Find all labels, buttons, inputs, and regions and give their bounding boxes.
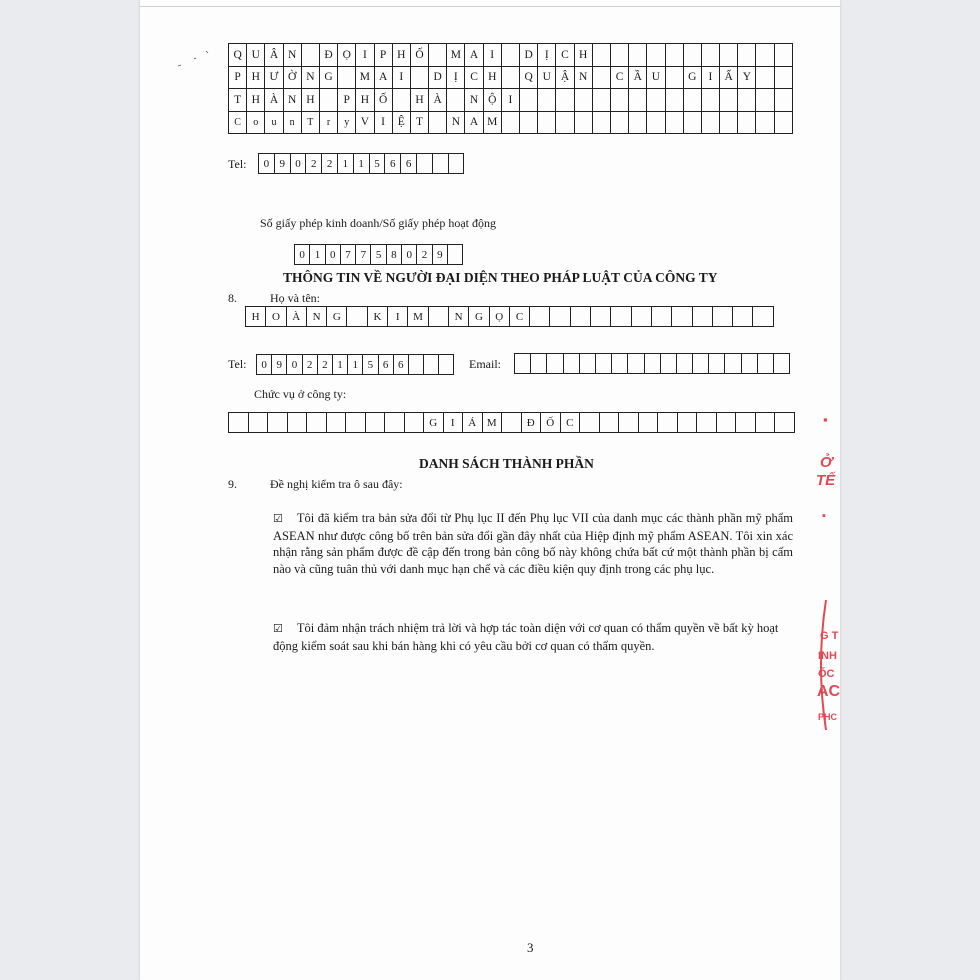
address-char-cell[interactable]: I [484, 44, 502, 67]
char-cell[interactable] [564, 354, 580, 374]
address-char-cell[interactable] [720, 44, 738, 67]
char-cell[interactable] [628, 354, 644, 374]
position-grid [228, 412, 795, 433]
position-label: Chức vụ ở công ty: [254, 387, 347, 401]
address-char-cell[interactable] [684, 112, 702, 135]
char-cell[interactable] [736, 413, 756, 433]
char-cell[interactable] [733, 307, 753, 327]
char-cell[interactable] [672, 307, 692, 327]
address-char-cell[interactable] [611, 89, 629, 112]
char-cell[interactable] [775, 413, 795, 433]
address-char-cell[interactable] [520, 89, 538, 112]
address-char-cell[interactable]: N [447, 112, 465, 135]
address-char-cell[interactable]: H [302, 89, 320, 112]
char-cell[interactable]: 0 [257, 355, 272, 375]
char-cell[interactable] [639, 413, 659, 433]
address-char-cell[interactable]: I [502, 89, 520, 112]
address-char-cell[interactable] [393, 89, 411, 112]
char-cell[interactable]: H [246, 307, 266, 327]
char-cell[interactable]: G [327, 307, 347, 327]
address-char-cell[interactable]: C [556, 44, 574, 67]
address-char-cell[interactable]: D [520, 44, 538, 67]
address-char-cell[interactable] [629, 89, 647, 112]
section9-title: DANH SÁCH THÀNH PHẦN [419, 456, 594, 471]
address-char-cell[interactable]: r [320, 112, 338, 135]
address-char-cell[interactable] [520, 112, 538, 135]
char-cell[interactable] [693, 307, 713, 327]
section9-intro: Đề nghị kiểm tra ô sau đây: [270, 477, 403, 491]
char-cell[interactable] [531, 354, 547, 374]
char-cell[interactable]: 5 [370, 154, 386, 174]
char-cell[interactable]: 5 [371, 245, 386, 265]
address-char-cell[interactable] [720, 89, 738, 112]
address-char-cell[interactable]: Y [738, 67, 756, 90]
declaration-item-1 [273, 510, 793, 577]
address-char-cell[interactable]: Ư [265, 67, 283, 90]
stamp-fragment: TẾ [816, 472, 836, 489]
address-char-cell[interactable]: T [302, 112, 320, 135]
char-cell[interactable] [417, 154, 433, 174]
char-cell[interactable] [229, 413, 249, 433]
address-char-cell[interactable]: N [284, 89, 302, 112]
section9-number: 9. [228, 477, 237, 491]
checkbox-checked-icon[interactable]: ☑ [273, 622, 283, 635]
char-cell[interactable] [611, 307, 631, 327]
char-cell[interactable]: K [368, 307, 388, 327]
address-char-cell[interactable]: Â [265, 44, 283, 67]
address-char-cell[interactable]: M [447, 44, 465, 67]
address-char-cell[interactable] [593, 44, 611, 67]
char-cell[interactable]: 7 [356, 245, 371, 265]
char-cell[interactable]: À [287, 307, 307, 327]
declaration-text-1: Tôi đã kiểm tra bản sửa đổi từ Phụ lục II đến Phụ lục VII của danh mục các thành phần mỹ phẩm ASEAN như được công bố trên bản sửa đổi gần đây nhất của Hiệp định mỹ phẩm ASEAN. Tôi xin xác nhận rằng sản phẩm được đề cập đến trong bản công bố này không chứa bất cứ một thành phần bị cấm nào và cũng tuân thủ với danh mục hạn chế và các điều kiện quy định trong các phụ lục. [273, 511, 793, 576]
char-cell[interactable] [449, 154, 465, 174]
char-cell[interactable] [547, 354, 563, 374]
address-char-cell[interactable] [738, 44, 756, 67]
char-cell[interactable]: 1 [354, 154, 370, 174]
stamp-fragment: ỐC [818, 668, 835, 680]
address-char-cell[interactable] [629, 112, 647, 135]
address-char-cell[interactable]: H [247, 67, 265, 90]
address-char-cell[interactable]: U [647, 67, 665, 90]
char-cell[interactable]: Ố [541, 413, 561, 433]
char-cell[interactable]: I [388, 307, 408, 327]
address-char-cell[interactable]: u [265, 112, 283, 135]
address-char-cell[interactable] [702, 44, 720, 67]
char-cell[interactable] [709, 354, 725, 374]
char-cell[interactable] [433, 154, 449, 174]
stamp-mark: ▪ [822, 510, 826, 522]
address-char-cell[interactable] [611, 112, 629, 135]
char-cell[interactable]: N [449, 307, 469, 327]
char-cell[interactable]: 0 [326, 245, 341, 265]
char-cell[interactable] [758, 354, 774, 374]
address-char-cell[interactable] [666, 89, 684, 112]
char-cell[interactable] [288, 413, 308, 433]
char-cell[interactable]: 2 [318, 355, 333, 375]
address-char-cell[interactable]: C [465, 67, 483, 90]
char-cell[interactable] [307, 413, 327, 433]
address-char-cell[interactable] [702, 112, 720, 135]
char-cell[interactable]: 5 [363, 355, 378, 375]
address-char-cell[interactable] [756, 112, 774, 135]
address-char-cell[interactable]: G [320, 67, 338, 90]
char-cell[interactable] [591, 307, 611, 327]
address-char-cell[interactable] [502, 67, 520, 90]
address-char-cell[interactable]: Ấ [720, 67, 738, 90]
char-cell[interactable]: C [510, 307, 530, 327]
char-cell[interactable]: 0 [402, 245, 417, 265]
char-cell[interactable]: Á [463, 413, 483, 433]
address-char-cell[interactable] [593, 67, 611, 90]
address-char-cell[interactable]: N [465, 89, 483, 112]
char-cell[interactable] [753, 307, 773, 327]
checkbox-checked-icon[interactable]: ☑ [273, 512, 283, 525]
address-char-cell[interactable] [502, 112, 520, 135]
address-char-cell[interactable] [611, 44, 629, 67]
address-char-cell[interactable] [502, 44, 520, 67]
char-cell[interactable]: 0 [259, 154, 275, 174]
char-cell[interactable]: M [408, 307, 428, 327]
address-char-cell[interactable] [538, 89, 556, 112]
address-char-cell[interactable]: I [702, 67, 720, 90]
address-char-cell[interactable] [593, 112, 611, 135]
address-char-cell[interactable]: Ị [447, 67, 465, 90]
char-cell[interactable] [268, 413, 288, 433]
license-label: Số giấy phép kinh doanh/Số giấy phép hoạt động [260, 216, 496, 230]
left-background [0, 0, 140, 980]
address-char-cell[interactable]: P [338, 89, 356, 112]
address-char-cell[interactable] [647, 112, 665, 135]
address-char-cell[interactable] [775, 67, 793, 90]
char-cell[interactable]: 1 [338, 154, 354, 174]
char-cell[interactable]: Đ [522, 413, 542, 433]
char-cell[interactable]: 2 [303, 355, 318, 375]
char-cell[interactable]: 8 [387, 245, 402, 265]
address-char-cell[interactable] [775, 44, 793, 67]
address-char-cell[interactable]: A [465, 44, 483, 67]
char-cell[interactable]: N [307, 307, 327, 327]
char-cell[interactable] [678, 413, 698, 433]
char-cell[interactable] [550, 307, 570, 327]
stamp-fragment: Ở [820, 454, 833, 471]
address-char-cell[interactable] [666, 44, 684, 67]
char-cell[interactable] [652, 307, 672, 327]
tel-grid [258, 153, 464, 174]
char-cell[interactable] [774, 354, 790, 374]
char-cell[interactable]: Ọ [490, 307, 510, 327]
address-char-cell[interactable] [575, 112, 593, 135]
address-char-cell[interactable] [738, 89, 756, 112]
address-char-cell[interactable] [720, 112, 738, 135]
address-char-cell[interactable] [775, 89, 793, 112]
address-char-cell[interactable] [447, 89, 465, 112]
address-char-cell[interactable] [538, 112, 556, 135]
char-cell[interactable] [347, 307, 367, 327]
char-cell[interactable] [385, 413, 405, 433]
address-char-cell[interactable] [302, 44, 320, 67]
char-cell[interactable] [405, 413, 425, 433]
char-cell[interactable] [632, 307, 652, 327]
stamp-fragment: G T [820, 630, 839, 642]
rep-tel-label: Tel: [228, 357, 247, 371]
char-cell[interactable]: 6 [394, 355, 409, 375]
address-char-cell[interactable]: Ị [538, 44, 556, 67]
address-char-cell[interactable]: Đ [320, 44, 338, 67]
char-cell[interactable] [502, 413, 522, 433]
address-char-cell[interactable] [647, 89, 665, 112]
address-char-cell[interactable]: Ố [375, 89, 393, 112]
address-char-cell[interactable] [756, 89, 774, 112]
char-cell[interactable]: O [266, 307, 286, 327]
stamp-fragment: PHC [818, 712, 838, 722]
address-char-cell[interactable] [338, 67, 356, 90]
page-number: 3 [527, 940, 534, 955]
address-char-cell[interactable]: M [484, 112, 502, 135]
section8-title: THÔNG TIN VỀ NGƯỜI ĐẠI DIỆN THEO PHÁP LUẬT CỦA CÔNG TY [283, 270, 718, 285]
char-cell[interactable] [596, 354, 612, 374]
char-cell[interactable]: I [444, 413, 464, 433]
address-char-cell[interactable] [320, 89, 338, 112]
address-char-cell[interactable]: H [484, 67, 502, 90]
char-cell[interactable]: G [424, 413, 444, 433]
address-grid [228, 43, 793, 134]
section8-number: 8. [228, 291, 237, 305]
address-char-cell[interactable] [666, 112, 684, 135]
char-cell[interactable] [327, 413, 347, 433]
char-cell[interactable]: 1 [348, 355, 363, 375]
char-cell[interactable] [717, 413, 737, 433]
address-char-cell[interactable]: o [247, 112, 265, 135]
char-cell[interactable]: 0 [295, 245, 310, 265]
char-cell[interactable]: 6 [401, 154, 417, 174]
address-char-cell[interactable]: Ờ [284, 67, 302, 90]
char-cell[interactable] [612, 354, 628, 374]
address-char-cell[interactable]: Q [229, 44, 247, 67]
rep-tel-grid [256, 354, 454, 375]
document-page [140, 0, 840, 980]
name-grid [245, 306, 774, 327]
address-char-cell[interactable] [666, 67, 684, 90]
name-label: Họ và tên: [270, 291, 320, 305]
right-background [840, 0, 980, 980]
char-cell[interactable] [571, 307, 591, 327]
char-cell[interactable]: 1 [310, 245, 325, 265]
char-cell[interactable]: G [469, 307, 489, 327]
char-cell[interactable]: 7 [341, 245, 356, 265]
address-char-cell[interactable]: y [338, 112, 356, 135]
char-cell[interactable]: 6 [379, 355, 394, 375]
address-char-cell[interactable] [411, 67, 429, 90]
address-char-cell[interactable] [756, 67, 774, 90]
char-cell[interactable]: 2 [306, 154, 322, 174]
address-char-cell[interactable] [429, 44, 447, 67]
address-char-cell[interactable] [647, 44, 665, 67]
address-char-cell[interactable]: D [429, 67, 447, 90]
address-char-cell[interactable] [429, 112, 447, 135]
address-char-cell[interactable] [629, 44, 647, 67]
address-char-cell[interactable]: H [247, 89, 265, 112]
address-char-cell[interactable]: Ộ [484, 89, 502, 112]
char-cell[interactable] [366, 413, 386, 433]
address-char-cell[interactable] [684, 89, 702, 112]
char-cell[interactable] [645, 354, 661, 374]
address-char-cell[interactable]: H [411, 89, 429, 112]
address-char-cell[interactable] [775, 112, 793, 135]
address-char-cell[interactable]: V [356, 112, 374, 135]
char-cell[interactable]: M [483, 413, 503, 433]
address-char-cell[interactable]: H [393, 44, 411, 67]
page-top-edge [140, 6, 840, 7]
tel-label: Tel: [228, 157, 247, 171]
address-char-cell[interactable]: À [265, 89, 283, 112]
char-cell[interactable] [424, 355, 439, 375]
stamp-fragment: INH [818, 650, 837, 662]
address-char-cell[interactable]: U [538, 67, 556, 90]
address-char-cell[interactable]: Ọ [338, 44, 356, 67]
address-char-cell[interactable]: G [684, 67, 702, 90]
address-char-cell[interactable]: Q [520, 67, 538, 90]
address-char-cell[interactable]: I [393, 67, 411, 90]
char-cell[interactable] [713, 307, 733, 327]
char-cell[interactable] [600, 413, 620, 433]
address-char-cell[interactable] [593, 89, 611, 112]
char-cell[interactable] [249, 413, 269, 433]
char-cell[interactable]: 0 [291, 154, 307, 174]
stamp-circle-arc [812, 600, 840, 730]
address-char-cell[interactable] [738, 112, 756, 135]
char-cell[interactable] [658, 413, 678, 433]
char-cell[interactable]: 9 [275, 154, 291, 174]
address-char-cell[interactable]: À [429, 89, 447, 112]
declaration-item-2 [273, 620, 793, 654]
char-cell[interactable] [530, 307, 550, 327]
address-char-cell[interactable] [556, 89, 574, 112]
address-char-cell[interactable]: P [375, 44, 393, 67]
address-char-cell[interactable]: U [247, 44, 265, 67]
address-char-cell[interactable]: N [284, 44, 302, 67]
address-char-cell[interactable] [575, 89, 593, 112]
char-cell[interactable] [756, 413, 776, 433]
address-char-cell[interactable]: T [229, 89, 247, 112]
char-cell[interactable] [515, 354, 531, 374]
char-cell[interactable] [580, 413, 600, 433]
char-cell[interactable] [693, 354, 709, 374]
char-cell[interactable] [725, 354, 741, 374]
address-char-cell[interactable] [684, 44, 702, 67]
char-cell[interactable] [448, 245, 463, 265]
address-char-cell[interactable]: C [611, 67, 629, 90]
address-char-cell[interactable]: Ố [411, 44, 429, 67]
address-char-cell[interactable] [702, 89, 720, 112]
address-char-cell[interactable]: C [229, 112, 247, 135]
address-char-cell[interactable] [756, 44, 774, 67]
char-cell[interactable] [429, 307, 449, 327]
address-char-cell[interactable]: Ầ [629, 67, 647, 90]
email-grid [514, 353, 790, 374]
char-cell[interactable]: 2 [322, 154, 338, 174]
declaration-text-2: Tôi đảm nhận trách nhiệm trả lời và hợp tác toàn diện với cơ quan có thẩm quyền về bất kỳ hoạt động kiểm soát sau khi bán hàng khi có yêu cầu bởi cơ quan có thẩm quyền. [273, 621, 779, 653]
char-cell[interactable]: 0 [287, 355, 302, 375]
char-cell[interactable] [742, 354, 758, 374]
license-grid [294, 244, 463, 265]
stamp-mark: ▪ [823, 412, 828, 427]
address-char-cell[interactable]: H [356, 89, 374, 112]
char-cell[interactable] [697, 413, 717, 433]
address-char-cell[interactable]: Ệ [393, 112, 411, 135]
char-cell[interactable]: C [561, 413, 581, 433]
char-cell[interactable] [346, 413, 366, 433]
address-char-cell[interactable]: H [575, 44, 593, 67]
address-char-cell[interactable]: A [375, 67, 393, 90]
char-cell[interactable] [619, 413, 639, 433]
address-char-cell[interactable]: n [284, 112, 302, 135]
scan-marks [172, 48, 212, 78]
char-cell[interactable]: 6 [385, 154, 401, 174]
stamp-fragment: AC [817, 683, 841, 700]
char-cell[interactable]: 9 [433, 245, 448, 265]
char-cell[interactable]: 9 [272, 355, 287, 375]
address-char-cell[interactable]: N [302, 67, 320, 90]
char-cell[interactable] [580, 354, 596, 374]
char-cell[interactable] [409, 355, 424, 375]
char-cell[interactable] [677, 354, 693, 374]
char-cell[interactable]: 1 [333, 355, 348, 375]
address-char-cell[interactable]: M [356, 67, 374, 90]
address-char-cell[interactable]: I [375, 112, 393, 135]
address-char-cell[interactable]: T [411, 112, 429, 135]
char-cell[interactable] [661, 354, 677, 374]
address-char-cell[interactable]: P [229, 67, 247, 90]
address-char-cell[interactable] [556, 112, 574, 135]
char-cell[interactable] [439, 355, 454, 375]
address-char-cell[interactable]: N [575, 67, 593, 90]
char-cell[interactable]: 2 [417, 245, 432, 265]
address-char-cell[interactable]: I [356, 44, 374, 67]
address-char-cell[interactable]: Ậ [556, 67, 574, 90]
address-char-cell[interactable]: A [465, 112, 483, 135]
email-label: Email: [469, 357, 501, 371]
